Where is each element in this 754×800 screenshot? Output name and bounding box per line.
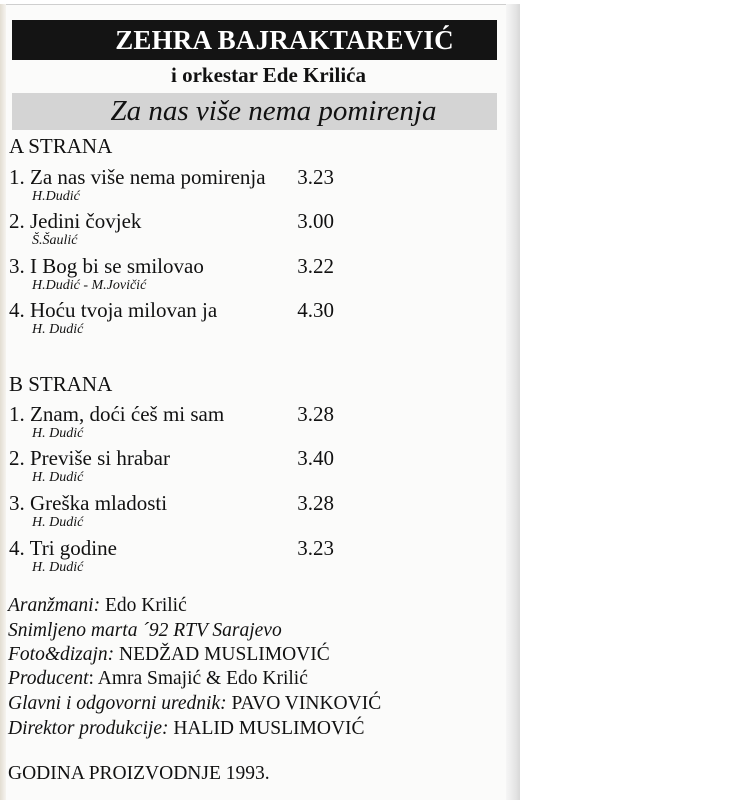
credit-label: Aranžmani:	[8, 595, 101, 616]
track-author: H. Dudić	[32, 426, 84, 441]
track-title-line	[9, 254, 204, 279]
track-number: 4.	[9, 298, 25, 322]
track-duration: 3.28	[297, 402, 334, 426]
track-title-line	[9, 209, 141, 234]
track-number: 3.	[9, 491, 25, 515]
track-author: H.Dudić	[32, 189, 80, 204]
track-title: Hoću tvoja milovan ja	[30, 298, 218, 322]
track-title-line	[9, 402, 224, 427]
credit-value: : Amra Smajić & Edo Krilić	[88, 668, 308, 689]
track-title-line	[9, 491, 167, 516]
track-duration: 3.40	[297, 446, 334, 470]
track-title: Za nas više nema pomirenja	[30, 165, 266, 189]
track-a1	[9, 165, 339, 209]
credit-label: Snimljeno marta ´92 RTV Sarajevo	[8, 620, 282, 641]
track-title-line	[9, 298, 217, 323]
track-b4	[9, 536, 339, 580]
credit-label: Glavni i odgovorni urednik:	[8, 693, 227, 714]
track-author: H. Dudić	[32, 470, 84, 485]
track-title: Znam, doći ćeš mi sam	[30, 402, 225, 426]
track-author: H. Dudić	[32, 515, 84, 530]
credit-photo-design	[8, 644, 330, 666]
track-duration: 3.28	[297, 491, 334, 515]
track-number: 1.	[9, 165, 25, 189]
album-title-band	[12, 93, 497, 130]
track-a4	[9, 298, 339, 342]
track-a2	[9, 209, 339, 253]
track-number: 2.	[9, 446, 25, 470]
track-title: Greška mladosti	[30, 491, 168, 515]
track-author: H. Dudić	[32, 322, 84, 337]
track-title-line	[9, 536, 117, 561]
credit-label: Producent	[8, 668, 89, 689]
credit-value: PAVO VINKOVIĆ	[231, 693, 382, 714]
track-number: 4.	[9, 536, 25, 560]
track-b3	[9, 491, 339, 535]
side-a-heading: A STRANA	[9, 134, 113, 158]
track-a3	[9, 254, 339, 298]
track-b1	[9, 402, 339, 446]
credit-recorded	[8, 620, 282, 642]
orchestra-subtitle: i orkestar Ede Krilića	[171, 63, 366, 87]
credit-value: HALID MUSLIMOVIĆ	[173, 718, 365, 739]
side-b-heading: B STRANA	[9, 372, 113, 396]
production-year: GODINA PROIZVODNJE 1993.	[8, 763, 270, 784]
track-duration: 3.23	[297, 536, 334, 560]
artist-name: ZEHRA BAJRAKTAREVIĆ	[115, 24, 454, 55]
track-duration: 3.22	[297, 254, 334, 278]
track-number: 1.	[9, 402, 25, 426]
track-duration: 3.23	[297, 165, 334, 189]
credit-production-director	[8, 718, 365, 740]
album-title: Za nas više nema pomirenja	[110, 95, 437, 127]
track-number: 2.	[9, 209, 25, 233]
track-duration: 4.30	[297, 298, 334, 322]
track-author: H.Dudić - M.Jovičić	[32, 278, 147, 293]
track-author: Š.Šaulić	[32, 233, 78, 248]
credit-arrangements	[8, 595, 187, 617]
track-title: Previše si hrabar	[30, 446, 170, 470]
artist-banner	[12, 20, 497, 60]
track-title: Jedini čovjek	[30, 209, 142, 233]
credit-label: Direktor produkcije:	[8, 718, 169, 739]
track-title: Tri godine	[29, 536, 117, 560]
track-duration: 3.00	[297, 209, 334, 233]
credit-producer	[8, 668, 308, 690]
credit-label: Foto&dizajn:	[8, 644, 115, 665]
credit-editor	[8, 693, 381, 715]
track-b2	[9, 446, 339, 490]
credit-value: NEDŽAD MUSLIMOVIĆ	[119, 644, 330, 665]
track-number: 3.	[9, 254, 25, 278]
paper-left-edge	[0, 4, 6, 800]
track-title-line	[9, 446, 170, 471]
track-title: I Bog bi se smilovao	[30, 254, 204, 278]
track-title-line	[9, 165, 266, 190]
paper-fold-edge	[506, 4, 520, 800]
credit-value: Edo Krilić	[104, 595, 187, 616]
track-author: H. Dudić	[32, 560, 84, 575]
